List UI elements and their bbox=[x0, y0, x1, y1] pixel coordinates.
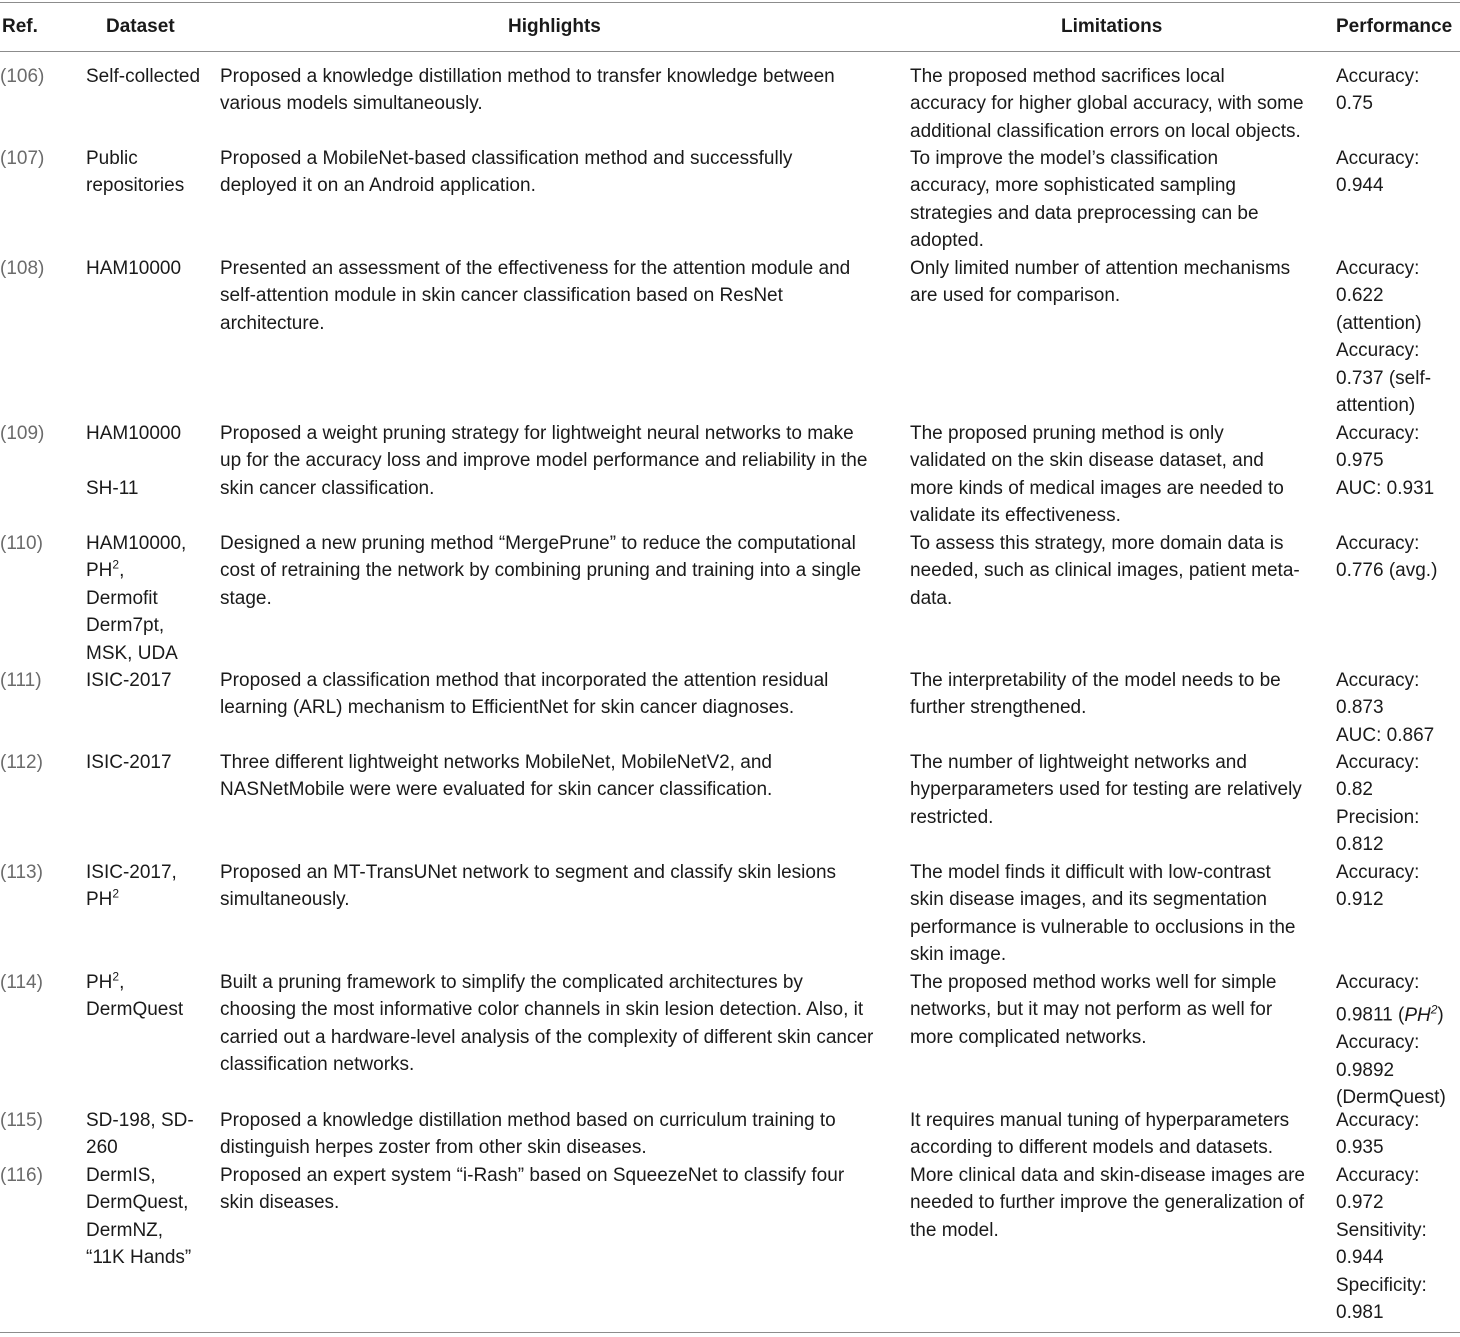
cell-dataset-line: “11K Hands” bbox=[86, 1247, 192, 1269]
cell-ref bbox=[0, 859, 43, 886]
cell-performance-line: 0.944 bbox=[1336, 175, 1384, 197]
cell-limitations-line: validate its effectiveness. bbox=[910, 505, 1121, 527]
cell-ref bbox=[0, 255, 44, 282]
cell-performance bbox=[1336, 530, 1437, 585]
cell-highlights-line: Proposed an expert system “i-Rash” based on SqueezeNet to classify four bbox=[220, 1165, 845, 1186]
cell-highlights-line: up for the accuracy loss and improve model performance and reliability in the bbox=[220, 450, 868, 472]
cell-performance-line: 0.972 bbox=[1336, 1192, 1384, 1214]
cell-limitations bbox=[910, 530, 1300, 612]
cell-dataset bbox=[86, 530, 186, 667]
cell-limitations-line: Only limited number of attention mechanisms bbox=[910, 258, 1291, 279]
cell-highlights bbox=[220, 63, 835, 118]
cell-highlights-line: Proposed a classification method that incorporated the attention residual bbox=[220, 670, 829, 691]
cell-highlights-line: Presented an assessment of the effectiveness for the attention module and bbox=[220, 258, 851, 279]
cell-performance-line: Sensitivity: bbox=[1336, 1219, 1427, 1241]
cell-performance-line: 0.912 bbox=[1336, 889, 1384, 911]
cell-dataset bbox=[86, 63, 200, 90]
cell-highlights-line: classification networks. bbox=[220, 1054, 415, 1076]
cell-performance-line: 0.75 bbox=[1336, 93, 1373, 115]
cell-ref-line: (111) bbox=[0, 670, 42, 691]
cell-limitations bbox=[910, 420, 1284, 530]
cell-dataset-line: $PH^2$ bbox=[86, 887, 120, 911]
cell-performance-line: 0.737 (self- bbox=[1336, 367, 1432, 389]
cell-limitations-line: data. bbox=[910, 587, 953, 609]
cell-performance-line: Accuracy: bbox=[1336, 423, 1420, 444]
cell-performance-line: Precision: bbox=[1336, 806, 1420, 828]
cell-performance bbox=[1336, 420, 1434, 502]
cell-performance-line: Accuracy: bbox=[1336, 533, 1420, 554]
cell-performance-line: 0.776 (avg.) bbox=[1336, 560, 1438, 582]
cell-limitations-line: adopted. bbox=[910, 230, 984, 252]
cell-highlights bbox=[220, 969, 873, 1079]
cell-performance-line: 0.9892 bbox=[1336, 1059, 1395, 1081]
table-top-rule bbox=[0, 2, 1460, 3]
cell-performance-line: 0.873 bbox=[1336, 697, 1384, 719]
cell-highlights-line: Proposed a MobileNet-based classification method and successfully bbox=[220, 148, 793, 169]
cell-dataset bbox=[86, 145, 184, 200]
cell-ref-line: (116) bbox=[0, 1165, 43, 1186]
cell-limitations-line: the model. bbox=[910, 1219, 999, 1241]
cell-ref-line: (107) bbox=[0, 148, 45, 169]
cell-ref-line: (114) bbox=[0, 972, 43, 993]
cell-performance-line: 0.944 bbox=[1336, 1247, 1384, 1269]
cell-performance-line: Specificity: bbox=[1336, 1274, 1427, 1296]
cell-ref bbox=[0, 969, 43, 996]
cell-performance-line: 0.82 bbox=[1336, 779, 1373, 801]
cell-limitations-line: The proposed pruning method is only bbox=[910, 423, 1224, 444]
cell-limitations-line: The proposed method works well for simple bbox=[910, 972, 1277, 993]
cell-limitations-line: are used for comparison. bbox=[910, 285, 1121, 307]
cell-limitations-line: restricted. bbox=[910, 806, 994, 828]
cell-performance-line: Accuracy: bbox=[1336, 148, 1420, 169]
cell-limitations bbox=[910, 1107, 1289, 1162]
cell-dataset-line: Self-collected bbox=[86, 66, 201, 87]
cell-highlights bbox=[220, 145, 792, 200]
header-rule bbox=[0, 51, 1460, 52]
cell-ref bbox=[0, 145, 44, 172]
cell-performance bbox=[1336, 1107, 1419, 1162]
cell-highlights-line: simultaneously. bbox=[220, 889, 350, 911]
cell-dataset-line: DermNZ, bbox=[86, 1219, 164, 1241]
cell-performance-line: Accuracy: bbox=[1336, 340, 1420, 362]
cell-performance-line: Accuracy: bbox=[1336, 862, 1420, 883]
cell-highlights-line: Designed a new pruning method “MergePrune” to reduce the computational bbox=[220, 533, 856, 554]
cell-ref-line: (112) bbox=[0, 752, 43, 773]
cell-highlights bbox=[220, 530, 861, 612]
cell-limitations-line: performance is vulnerable to occlusions in the bbox=[910, 916, 1296, 938]
cell-ref bbox=[0, 749, 43, 776]
cell-ref bbox=[0, 420, 44, 447]
cell-limitations-line: skin disease images, and its segmentation bbox=[910, 889, 1267, 911]
cell-dataset bbox=[86, 969, 183, 1024]
cell-performance bbox=[1336, 749, 1419, 859]
cell-limitations-line: needed, such as clinical images, patient meta- bbox=[910, 560, 1300, 582]
cell-limitations bbox=[910, 749, 1302, 831]
cell-highlights-line: cost of retraining the network by combining pruning and training into a single bbox=[220, 560, 862, 582]
header-highlights: Highlights bbox=[508, 16, 601, 37]
cell-performance-line: Accuracy: bbox=[1336, 670, 1420, 691]
cell-limitations-line: more complicated networks. bbox=[910, 1026, 1147, 1048]
cell-highlights bbox=[220, 859, 836, 914]
header-performance: Performance bbox=[1336, 16, 1453, 37]
cell-ref bbox=[0, 1162, 43, 1189]
cell-dataset-line bbox=[86, 447, 181, 474]
cell-ref-line: (108) bbox=[0, 258, 45, 279]
cell-performance-line: Accuracy: bbox=[1336, 1110, 1420, 1131]
cell-performance-line: 0.935 bbox=[1336, 1137, 1384, 1159]
cell-limitations-line: networks, but it may not perform as well for bbox=[910, 999, 1273, 1021]
cell-dataset-line: DermQuest bbox=[86, 999, 184, 1021]
cell-performance-line: Accuracy: bbox=[1336, 1165, 1420, 1186]
cell-dataset-line: ISIC-2017, bbox=[86, 862, 177, 883]
cell-performance-line: 0.812 bbox=[1336, 834, 1384, 856]
cell-ref-line: (113) bbox=[0, 862, 43, 883]
cell-performance bbox=[1336, 255, 1431, 419]
cell-ref-line: (110) bbox=[0, 533, 43, 554]
cell-limitations bbox=[910, 255, 1290, 310]
cell-dataset-line: ISIC-2017 bbox=[86, 670, 172, 691]
cell-dataset-line: Public bbox=[86, 148, 138, 169]
cell-limitations-line: accuracy for higher global accuracy, with some bbox=[910, 93, 1304, 115]
cell-highlights bbox=[220, 1107, 836, 1162]
header-limitations: Limitations bbox=[1061, 16, 1163, 37]
cell-dataset-line: HAM10000 bbox=[86, 423, 182, 444]
cell-dataset-line: Dermofit bbox=[86, 587, 158, 609]
cell-dataset-line: HAM10000, bbox=[86, 533, 187, 554]
cell-highlights-line: self-attention module in skin cancer classification based on ResNet bbox=[220, 285, 783, 307]
cell-performance-line: AUC: 0.931 bbox=[1336, 477, 1435, 499]
cell-performance-line: 0.622 bbox=[1336, 285, 1384, 307]
cell-highlights-line: NASNetMobile were were evaluated for skin cancer classification. bbox=[220, 779, 773, 801]
cell-highlights-line: Proposed a knowledge distillation method to transfer knowledge between bbox=[220, 66, 835, 87]
cell-limitations-line: To improve the model’s classification bbox=[910, 148, 1219, 169]
cell-dataset-line: SD-198, SD- bbox=[86, 1110, 194, 1131]
cell-performance bbox=[1336, 969, 1446, 1111]
cell-limitations-line: More clinical data and skin-disease images are bbox=[910, 1165, 1305, 1186]
cell-dataset-line: SH-11 bbox=[86, 477, 139, 499]
cell-ref-line: (115) bbox=[0, 1110, 43, 1131]
cell-dataset-line: DermQuest, bbox=[86, 1192, 189, 1214]
cell-limitations-line: needed to further improve the generalization of bbox=[910, 1192, 1304, 1214]
cell-performance-line: (DermQuest) bbox=[1336, 1086, 1446, 1108]
cell-highlights-line: Proposed an MT-TransUNet network to segment and classify skin lesions bbox=[220, 862, 837, 883]
cell-performance-line: AUC: 0.867 bbox=[1336, 724, 1435, 746]
cell-ref bbox=[0, 63, 44, 90]
cell-ref bbox=[0, 530, 43, 557]
cell-performance-line: (attention) bbox=[1336, 312, 1422, 334]
cell-dataset-line: 260 bbox=[86, 1137, 118, 1159]
cell-dataset bbox=[86, 420, 181, 502]
cell-ref bbox=[0, 667, 42, 694]
cell-limitations bbox=[910, 969, 1276, 1051]
cell-dataset bbox=[86, 859, 177, 914]
cell-dataset bbox=[86, 1107, 194, 1162]
header-dataset: Dataset bbox=[106, 16, 175, 37]
cell-dataset-line: ISIC-2017 bbox=[86, 752, 172, 773]
cell-dataset bbox=[86, 1162, 191, 1272]
cell-highlights-line: Proposed a knowledge distillation method based on curriculum training to bbox=[220, 1110, 836, 1131]
cell-performance-line: Accuracy: bbox=[1336, 1032, 1420, 1054]
cell-highlights-line: skin diseases. bbox=[220, 1192, 340, 1214]
cell-limitations-line: strategies and data preprocessing can be bbox=[910, 202, 1259, 224]
cell-dataset bbox=[86, 749, 172, 776]
cell-limitations-line: The interpretability of the model needs to be bbox=[910, 670, 1281, 691]
cell-limitations-line: more kinds of medical images are needed to bbox=[910, 477, 1284, 499]
cell-limitations-line: accuracy, more sophisticated sampling bbox=[910, 175, 1236, 197]
cell-highlights-line: deployed it on an Android application. bbox=[220, 175, 536, 197]
cell-limitations-line: skin image. bbox=[910, 944, 1007, 966]
cell-highlights-line: Built a pruning framework to simplify the complicated architectures by bbox=[220, 972, 803, 993]
cell-performance bbox=[1336, 63, 1419, 118]
cell-highlights bbox=[220, 667, 828, 722]
cell-limitations bbox=[910, 1162, 1305, 1244]
cell-dataset bbox=[86, 667, 172, 694]
cell-highlights bbox=[220, 749, 772, 804]
cell-highlights-line: various models simultaneously. bbox=[220, 93, 483, 115]
cell-dataset-line: $PH^2$, bbox=[86, 558, 125, 582]
cell-ref-line: (106) bbox=[0, 66, 45, 87]
cell-performance-line: 0.9811 $(PH^2)$ bbox=[1336, 1002, 1444, 1026]
cell-highlights-line: learning (ARL) mechanism to EfficientNet for skin cancer diagnoses. bbox=[220, 697, 795, 719]
cell-highlights-line: choosing the most informative color channels in skin lesion detection. Also, it bbox=[220, 999, 864, 1021]
cell-performance-line: Accuracy: bbox=[1336, 972, 1420, 993]
cell-performance-line: Accuracy: bbox=[1336, 258, 1420, 279]
cell-dataset bbox=[86, 255, 181, 282]
cell-dataset-line: repositories bbox=[86, 175, 185, 197]
cell-highlights bbox=[220, 255, 850, 337]
cell-limitations bbox=[910, 145, 1259, 255]
cell-highlights-line: architecture. bbox=[220, 312, 325, 334]
cell-highlights-line: Three different lightweight networks MobileNet, MobileNetV2, and bbox=[220, 752, 772, 773]
cell-limitations-line: The model finds it difficult with low-contrast bbox=[910, 862, 1271, 883]
cell-performance-line: Accuracy: bbox=[1336, 752, 1420, 773]
cell-limitations-line: It requires manual tuning of hyperparameters bbox=[910, 1110, 1290, 1131]
cell-limitations bbox=[910, 63, 1304, 145]
cell-performance-line: 0.975 bbox=[1336, 450, 1384, 472]
cell-highlights bbox=[220, 1162, 844, 1217]
cell-limitations-line: validated on the skin disease dataset, and bbox=[910, 450, 1264, 472]
cell-ref-line: (109) bbox=[0, 423, 45, 444]
cell-dataset-line: $PH^2$, bbox=[86, 969, 125, 993]
cell-dataset-line: DermIS, bbox=[86, 1165, 156, 1186]
cell-highlights-line: distinguish herpes zoster from other skin diseases. bbox=[220, 1137, 647, 1159]
cell-limitations bbox=[910, 859, 1295, 969]
cell-dataset-line: Derm7pt, bbox=[86, 615, 165, 637]
cell-limitations-line: hyperparameters used for testing are relatively bbox=[910, 779, 1302, 801]
cell-limitations bbox=[910, 667, 1281, 722]
table-bottom-rule bbox=[0, 1332, 1460, 1333]
cell-performance-line: attention) bbox=[1336, 395, 1416, 417]
cell-highlights-line: carried out a hardware-level analysis of the complexity of different skin cancer bbox=[220, 1026, 874, 1048]
cell-performance bbox=[1336, 145, 1419, 200]
cell-highlights-line: skin cancer classification. bbox=[220, 477, 435, 499]
cell-performance-line: 0.981 bbox=[1336, 1302, 1384, 1324]
cell-limitations-line: further strengthened. bbox=[910, 697, 1087, 719]
cell-limitations-line: according to different models and datasets. bbox=[910, 1137, 1273, 1159]
cell-limitations-line: additional classification errors on local objects. bbox=[910, 120, 1301, 142]
cell-dataset-line: HAM10000 bbox=[86, 258, 182, 279]
cell-ref bbox=[0, 1107, 43, 1134]
cell-limitations-line: To assess this strategy, more domain data is bbox=[910, 533, 1284, 554]
header-ref: Ref. bbox=[2, 16, 38, 37]
cell-performance bbox=[1336, 859, 1419, 914]
cell-highlights-line: Proposed a weight pruning strategy for lightweight neural networks to make bbox=[220, 423, 854, 444]
cell-limitations-line: The number of lightweight networks and bbox=[910, 752, 1247, 773]
cell-performance-line: Accuracy: bbox=[1336, 66, 1420, 87]
cell-performance bbox=[1336, 1162, 1427, 1326]
cell-performance bbox=[1336, 667, 1434, 749]
cell-limitations-line: The proposed method sacrifices local bbox=[910, 66, 1225, 87]
cell-highlights bbox=[220, 420, 867, 502]
cell-dataset-line: MSK, UDA bbox=[86, 642, 178, 664]
cell-highlights-line: stage. bbox=[220, 587, 272, 609]
